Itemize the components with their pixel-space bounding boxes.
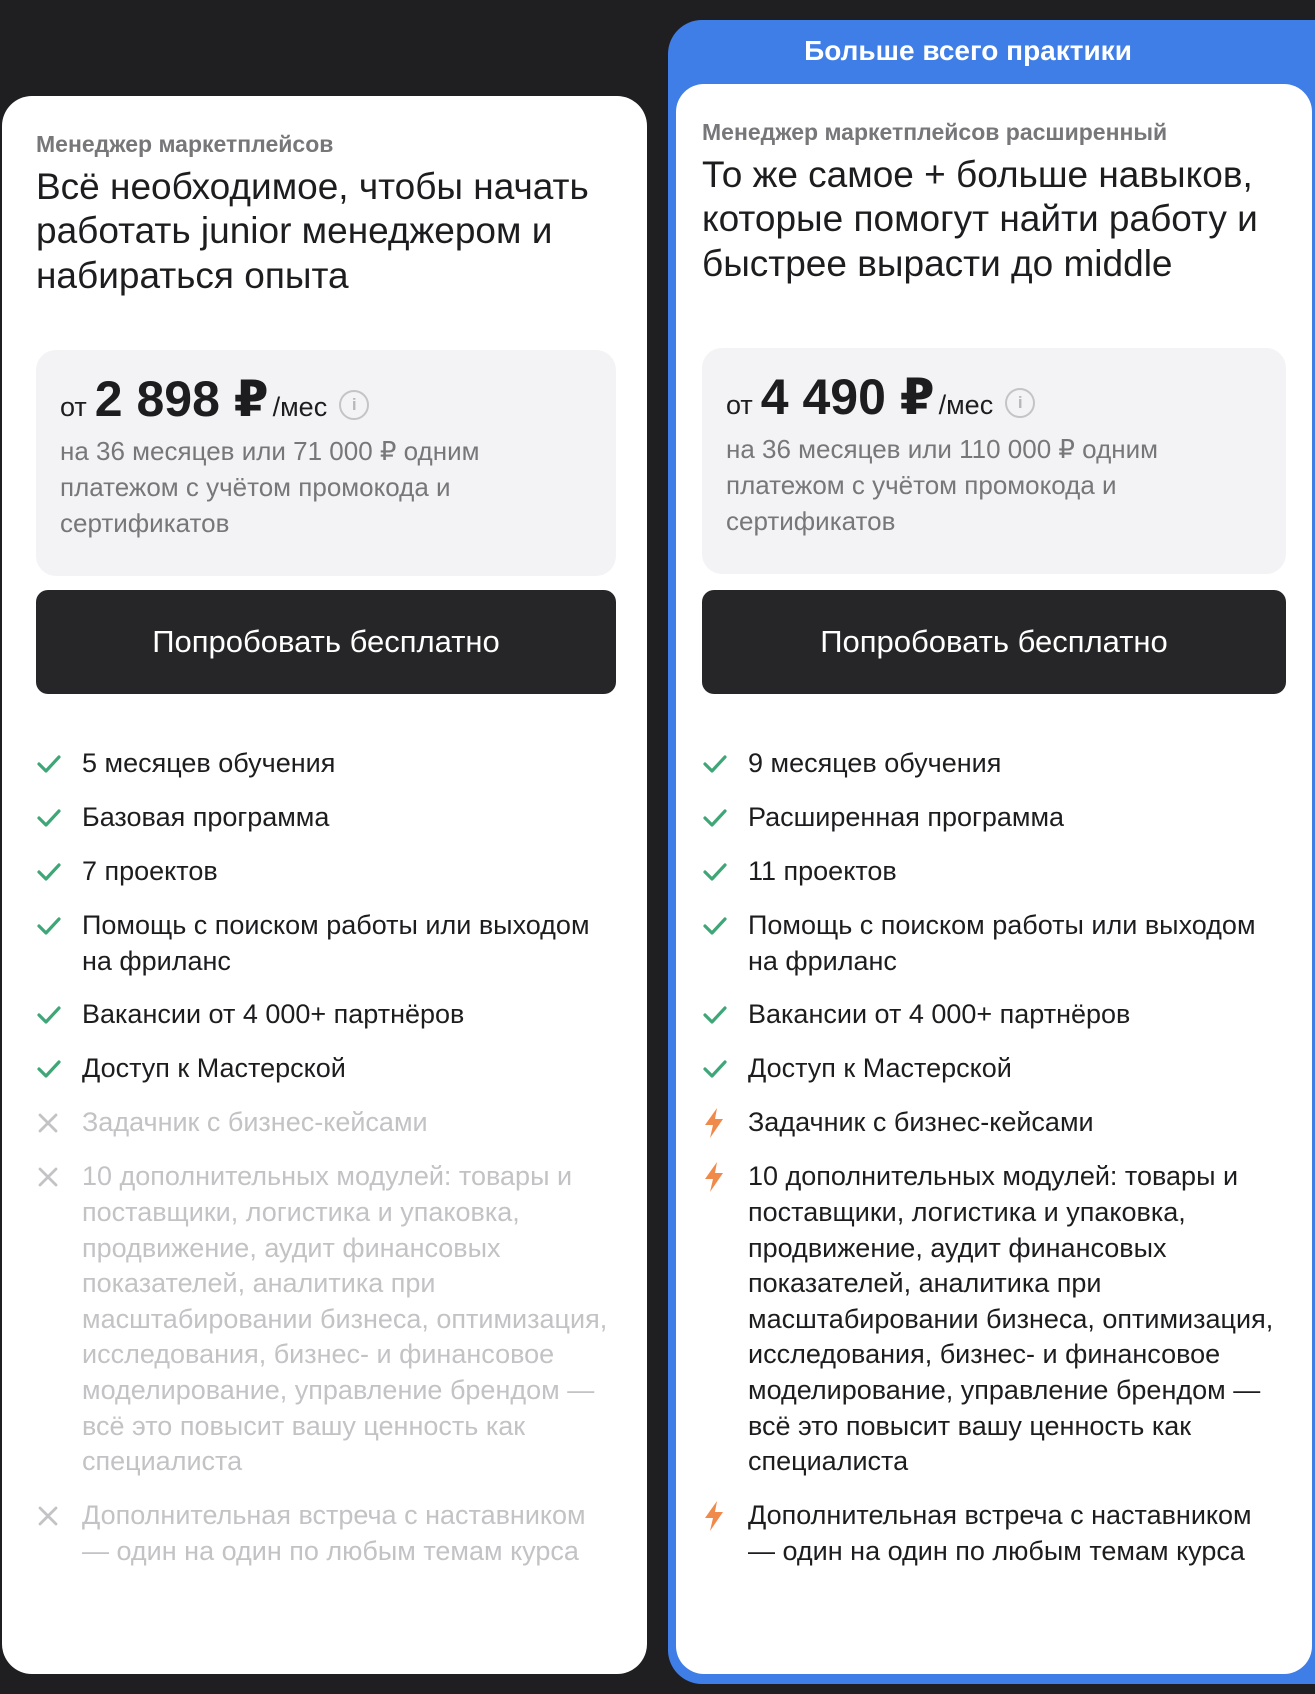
feature-text: Базовая программа [82, 802, 330, 832]
feature-text: 10 дополнительных модулей: товары и поставщики, логистика и упаковка, продвижение, аудит финансовых показателей, аналитика при масштабировании бизнеса, оптимизация, исследования, бизнес- и финансовое моделирование, управление брендом — всё это повысит вашу ценность как специалиста [82, 1161, 608, 1477]
price-note: на 36 месяцев или 110 000 ₽ одним платежом с учётом промокода и сертификатов [726, 434, 1158, 536]
bolt-icon [702, 1498, 748, 1534]
feature-text: Помощь с поиском работы или выходом на фриланс [82, 910, 590, 976]
feature-item [702, 854, 1286, 890]
feature-text: 5 месяцев обучения [82, 748, 336, 778]
feature-text: Доступ к Мастерской [748, 1053, 1012, 1084]
price-per: /мес [272, 392, 328, 422]
price-from: от [60, 392, 87, 422]
feature-text: 10 дополнительных модулей: товары и поставщики, логистика и упаковка, продвижение, аудит финансовых показателей, аналитика при масштабировании бизнеса, оптимизация, исследования, бизнес- и финансовое моделирование, управление брендом — всё это повысит вашу ценность как специалиста [748, 1161, 1274, 1477]
feature-item [702, 1498, 1286, 1569]
feature-item [36, 854, 616, 890]
price-amount: 4 490 ₽ [760, 369, 935, 425]
feature-text: Помощь с поиском работы или выходом на фриланс [748, 910, 1256, 976]
check-icon [36, 854, 82, 890]
check-icon [702, 854, 748, 890]
try-free-button[interactable]: Попробовать бесплатно [36, 590, 616, 694]
feature-text: 9 месяцев обучения [748, 748, 1002, 778]
feature-text: 11 проектов [748, 856, 897, 886]
feature-item [36, 1498, 616, 1569]
plan-card-basic [2, 96, 647, 1674]
feature-text: Дополнительная встреча с наставником — один на один по любым темам курса [82, 1499, 586, 1566]
check-icon [702, 1051, 748, 1087]
feature-item [36, 1159, 616, 1480]
price-line [60, 370, 592, 428]
feature-item [36, 1051, 616, 1087]
check-icon [36, 746, 82, 782]
check-icon [702, 908, 748, 944]
check-icon [36, 1051, 82, 1087]
plan-name: Менеджер маркетплейсов расширенный [702, 119, 1168, 145]
plan-headline: То же самое + больше навыков, которые помогут найти работу и быстрее вырасти до middle [702, 153, 1258, 284]
feature-text: 7 проектов [82, 856, 218, 886]
price-box [36, 350, 616, 576]
check-icon [702, 746, 748, 782]
feature-text: Задачник с бизнес-кейсами [748, 1107, 1094, 1138]
feature-item [702, 800, 1286, 836]
cross-icon [36, 1159, 82, 1195]
feature-item [36, 800, 616, 836]
feature-text: Вакансии от 4 000+ партнёров [748, 999, 1131, 1030]
feature-item [702, 997, 1286, 1033]
feature-item [702, 908, 1286, 979]
bolt-icon [702, 1105, 748, 1141]
price-per: /мес [938, 390, 994, 420]
check-icon [702, 800, 748, 836]
price-line [726, 368, 1262, 426]
price-from: от [726, 390, 753, 420]
feature-item [702, 746, 1286, 782]
feature-text: Задачник с бизнес-кейсами [82, 1107, 428, 1138]
feature-item [702, 1105, 1286, 1141]
feature-item [36, 997, 616, 1033]
feature-text: Дополнительная встреча с наставником — один на один по любым темам курса [748, 1499, 1252, 1566]
feature-item [36, 908, 616, 979]
try-free-button[interactable]: Попробовать бесплатно [702, 590, 1286, 694]
feature-item [36, 746, 616, 782]
check-icon [702, 997, 748, 1033]
info-icon[interactable]: i [1005, 388, 1035, 418]
feature-text: Вакансии от 4 000+ партнёров [82, 999, 465, 1030]
info-icon[interactable]: i [339, 390, 369, 420]
cross-icon [36, 1498, 82, 1534]
plan-badge: Больше всего практики [804, 35, 1132, 66]
feature-text: Расширенная программа [748, 802, 1065, 832]
check-icon [36, 997, 82, 1033]
feature-item [36, 1105, 616, 1141]
plan-headline: Всё необходимое, чтобы начать работать junior менеджером и набираться опыта [36, 165, 589, 296]
feature-text: Доступ к Мастерской [82, 1053, 346, 1084]
check-icon [36, 908, 82, 944]
feature-list [702, 746, 1286, 1587]
price-box [702, 348, 1286, 574]
price-amount: 2 898 ₽ [94, 371, 269, 427]
cross-icon [36, 1105, 82, 1141]
price-note: на 36 месяцев или 71 000 ₽ одним платежом с учётом промокода и сертификатов [60, 436, 480, 538]
plan-card-extended [676, 84, 1312, 1674]
bolt-icon [702, 1159, 748, 1195]
feature-item [702, 1159, 1286, 1480]
check-icon [36, 800, 82, 836]
feature-item [702, 1051, 1286, 1087]
feature-list [36, 746, 616, 1587]
plan-name: Менеджер маркетплейсов [36, 131, 334, 157]
